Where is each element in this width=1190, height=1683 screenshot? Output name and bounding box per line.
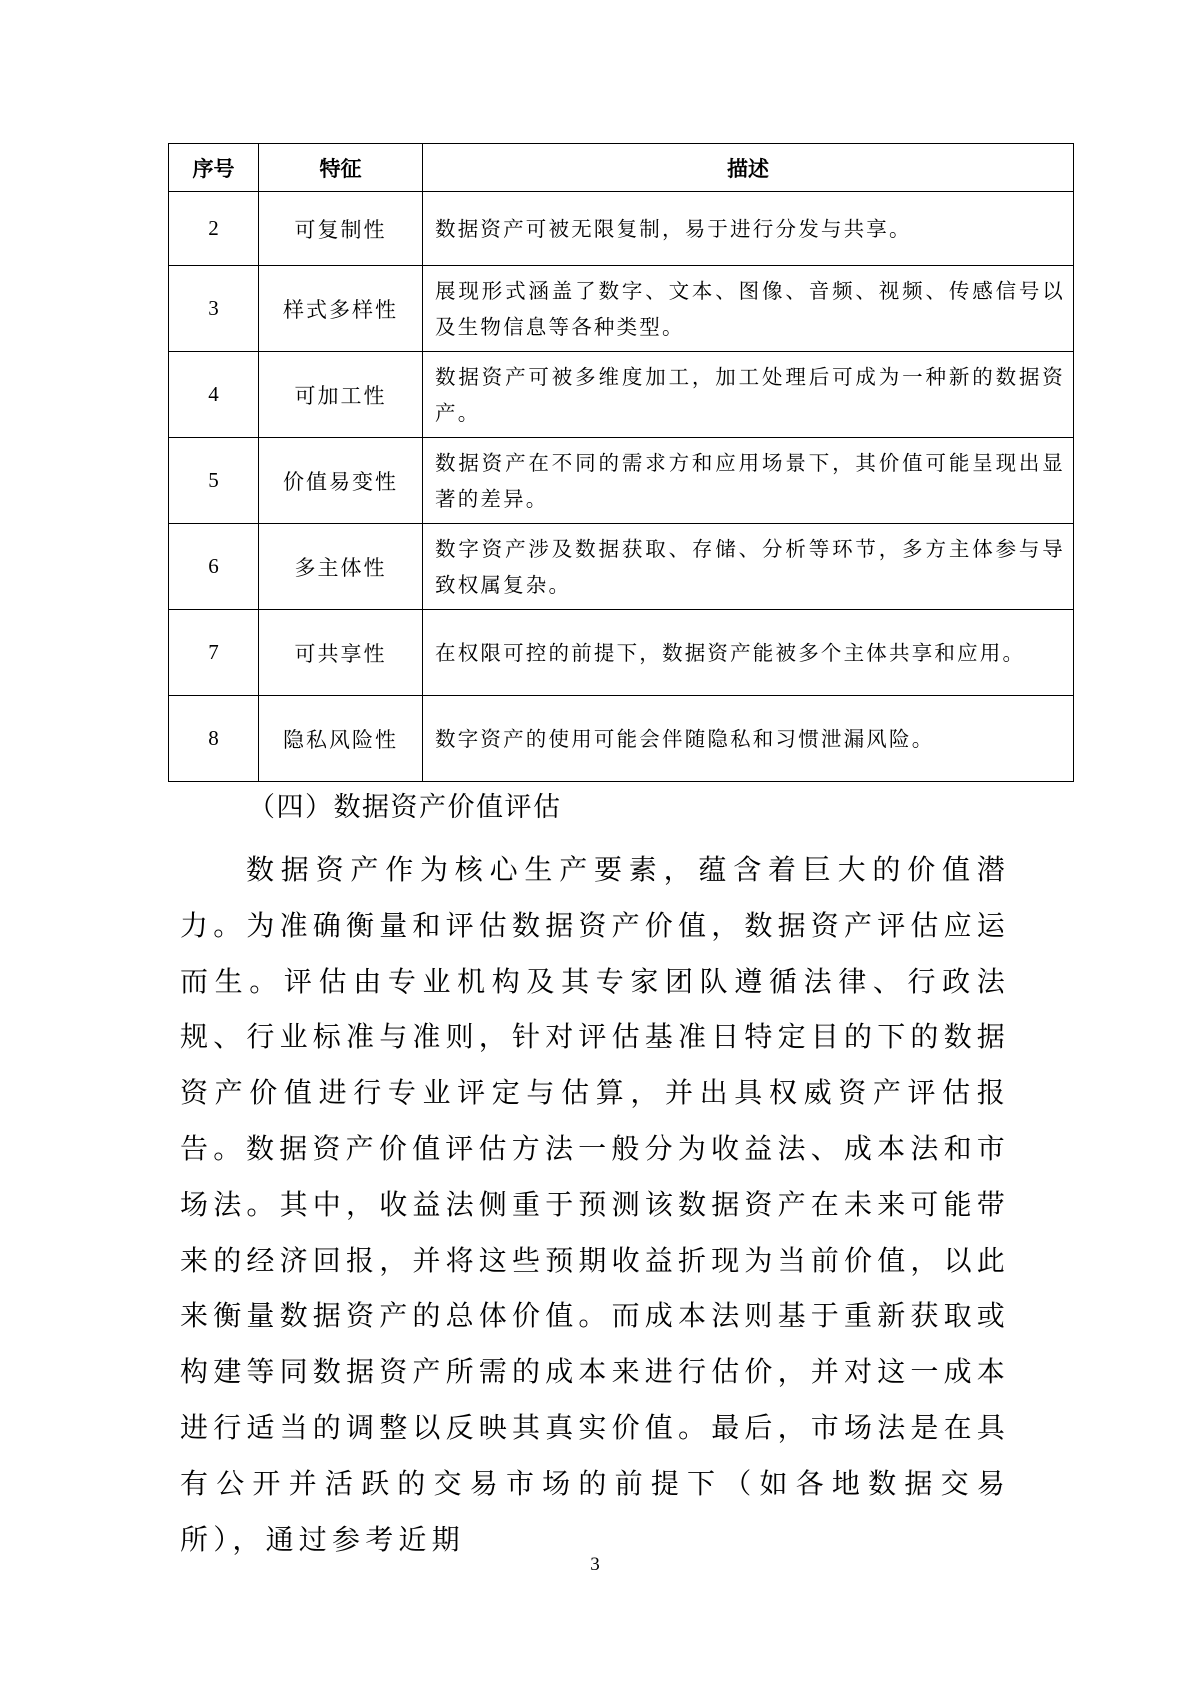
row-feature: 隐私风险性 <box>259 696 423 782</box>
row-number: 6 <box>169 524 259 610</box>
row-feature: 样式多样性 <box>259 266 423 352</box>
table-row <box>169 192 1074 266</box>
row-description: 数字资产的使用可能会伴随隐私和习惯泄漏风险。 <box>423 696 1074 782</box>
row-feature: 可共享性 <box>259 610 423 696</box>
row-number: 8 <box>169 696 259 782</box>
row-description: 数字资产涉及数据获取、存储、分析等环节，多方主体参与导致权属复杂。 <box>423 524 1074 610</box>
header-description: 描述 <box>423 144 1074 192</box>
row-description: 数据资产可被多维度加工，加工处理后可成为一种新的数据资产。 <box>423 352 1074 438</box>
table-row <box>169 610 1074 696</box>
row-feature: 可复制性 <box>259 192 423 266</box>
table-row <box>169 438 1074 524</box>
page-number: 3 <box>590 1554 600 1575</box>
table-row <box>169 352 1074 438</box>
features-table <box>168 143 1074 782</box>
row-description: 展现形式涵盖了数字、文本、图像、音频、视频、传感信号以及生物信息等各种类型。 <box>423 266 1074 352</box>
row-number: 3 <box>169 266 259 352</box>
table-row <box>169 696 1074 782</box>
table-row <box>169 266 1074 352</box>
row-number: 2 <box>169 192 259 266</box>
row-number: 5 <box>169 438 259 524</box>
section-heading: （四）数据资产价值评估 <box>248 792 562 823</box>
header-feature: 特征 <box>259 144 423 192</box>
header-number: 序号 <box>169 144 259 192</box>
table-header-row <box>169 144 1074 192</box>
table-row <box>169 524 1074 610</box>
body-paragraph: 数据资产作为核心生产要素，蕴含着巨大的价值潜力。为准确衡量和评估数据资产价值，数据资产评估应运而生。评估由专业机构及其专家团队遵循法律、行政法规、行业标准与准则，针对评估基准日特定目的下的数据资产价值进行专业评定与估算，并出具权威资产评估报告。 <box>180 853 1011 1165</box>
row-description: 数据资产可被无限复制，易于进行分发与共享。 <box>423 192 1074 266</box>
row-description: 在权限可控的前提下，数据资产能被多个主体共享和应用。 <box>423 610 1074 696</box>
row-number: 4 <box>169 352 259 438</box>
row-description: 数据资产在不同的需求方和应用场景下，其价值可能呈现出显著的差异。 <box>423 438 1074 524</box>
row-number: 7 <box>169 610 259 696</box>
row-feature: 价值易变性 <box>259 438 423 524</box>
body-paragraph: 数据资产价值评估方法一般分为收益法、成本法和市场法。其中，收益法侧重于预测该数据资产在未来可能带来的经济回报，并将这些预期收益折现为当前价值，以此来衡量数据资产的总体价值。而成本法则基于重新获取或构建等同数据资产所需的成本来进行估价，并对这一成本进行适当的调整以反映其真实价值。最后，市场法是在具有公开并活跃的交易市场的前提下（如各地数据交易所），通过参考近期 <box>180 1132 1011 1556</box>
row-feature: 多主体性 <box>259 524 423 610</box>
row-feature: 可加工性 <box>259 352 423 438</box>
